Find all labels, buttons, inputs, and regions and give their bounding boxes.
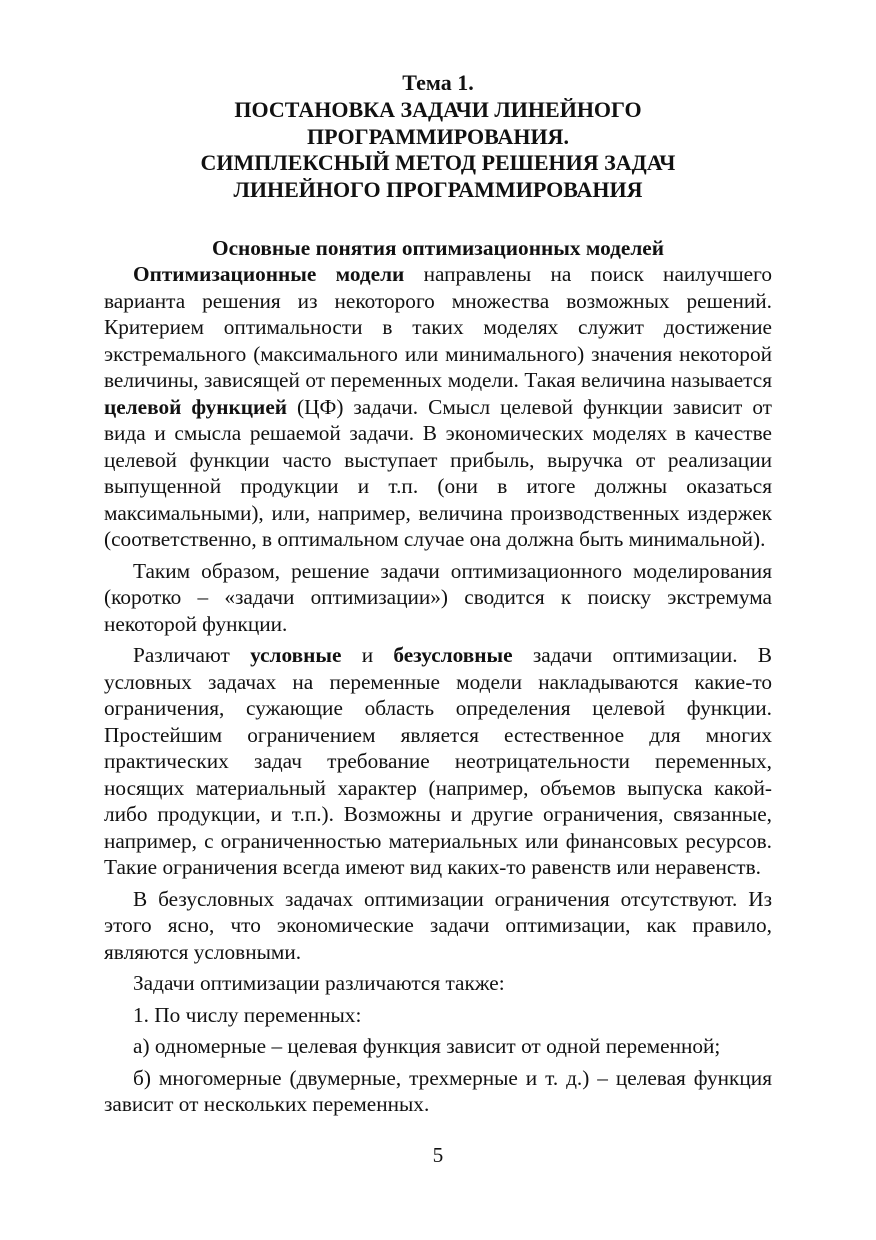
page-number: 5: [432, 1143, 444, 1167]
term-objective-function: целевой функцией: [104, 394, 288, 419]
section-heading: Основные понятия оптимизационных моделей: [212, 235, 664, 260]
term-unconditional: безусловные: [393, 643, 513, 668]
paragraph-text: Различают: [133, 643, 251, 668]
paragraph-text: направлены на поиск наилучшего варианта решения из некоторого множества возможных решений. Критерием оптимальности в таких моделях служит достижение экстремального (максимального или минимального) значения некоторой величины, зависящей от переменных модели. Такая величина называется: [104, 262, 772, 393]
topic-title-line-3: СИМПЛЕКСНЫЙ МЕТОД РЕШЕНИЯ ЗАДАЧ: [200, 150, 676, 176]
paragraph-text: (ЦФ) задачи. Смысл целевой функции зависит от вида и смысла решаемой задачи. В экономических моделях в качестве целевой функции часто выступает прибыль, выручка от реализации выпущенной продукции и т.п. (они в итоге должны оказаться максимальными), или, например, величина производственных издержек (соответственно, в оптимальном случае она должна быть минимальной).: [104, 394, 772, 552]
list-heading: 1. По числу переменных:: [133, 1002, 362, 1027]
term-optimization-models: Оптимизационные модели: [133, 262, 405, 287]
term-conditional: условные: [250, 643, 342, 668]
topic-title-line-1: ПОСТАНОВКА ЗАДАЧИ ЛИНЕЙНОГО: [234, 96, 642, 122]
paragraph-conditional: [104, 642, 772, 881]
topic-title-block: [104, 70, 772, 204]
paragraph-text: задачи оптимизации. В условных задачах на переменные модели накладываются какие-то ограничения, сужающие область определения целевой функции. Простейшим ограничением является естественное для многих практических задач требование неотрицательности переменных, носящих материальный характер (например, объемов выпуска какой-либо продукции, и т.п.). Возможны и другие ограничения, связанные, например, с ограниченностью материальных или финансовых ресурсов. Такие ограничения всегда имеют вид каких-то равенств или неравенств.: [104, 643, 772, 880]
list-item-b: б) многомерные (двумерные, трехмерные и т. д.) – целевая функция зависит от нескольких переменных.: [104, 1065, 772, 1117]
topic-label: Тема 1.: [402, 70, 474, 95]
paragraph-optimization-models: [104, 261, 772, 553]
topic-title-line-2: ПРОГРАММИРОВАНИЯ.: [307, 123, 569, 149]
paragraph-differences: Задачи оптимизации различаются также:: [133, 971, 505, 996]
paragraph-summary: Таким образом, решение задачи оптимизационного моделирования (коротко – «задачи оптимизации») сводится к поиску экстремума некоторой функции.: [104, 558, 772, 636]
paragraph-unconditional: В безусловных задачах оптимизации ограничения отсутствуют. Из этого ясно, что экономические задачи оптимизации, как правило, являются условными.: [104, 886, 772, 964]
list-item-a: а) одномерные – целевая функция зависит от одной переменной;: [133, 1034, 721, 1059]
topic-title-line-4: ЛИНЕЙНОГО ПРОГРАММИРОВАНИЯ: [233, 177, 643, 203]
paragraph-text: и: [341, 643, 394, 668]
